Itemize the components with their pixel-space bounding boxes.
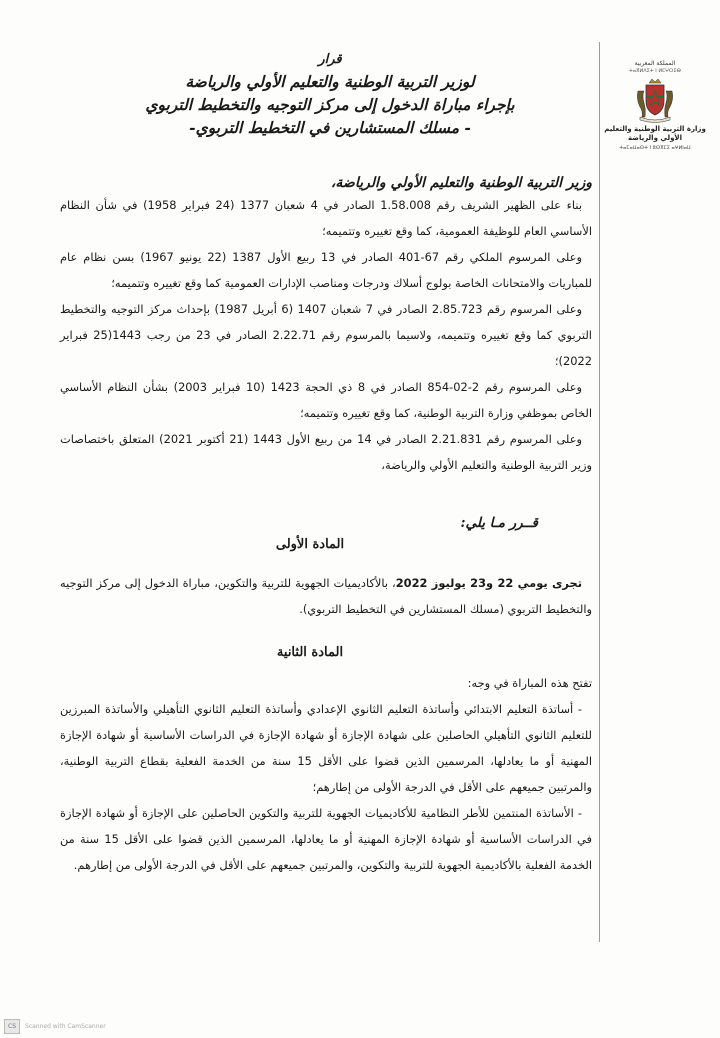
article-2-item: - الأساتذة المنتمين للأطر النظامية للأكاديميات الجهوية للتربية والتكوين الحاصلين على الإجازة أو شهادة الإجازة في الدراسات الأساسية أو شهادة الإجازة المهنية أو ما يعادلها، المرسمين الذين قضوا على الأقل 15 سنة من الخدمة الفعلية بالأكاديمية الجهوية للتربية والتكوين، والمرتبين جميعهم على الأقل في الدرجة الأولى من إطارهم. bbox=[60, 806, 592, 872]
ministry-logo bbox=[602, 60, 708, 152]
article-2-item: - أساتذة التعليم الابتدائي وأساتذة التعليم الثانوي الإعدادي وأساتذة التعليم الثانوي التأهيلي والأساتذة المبرزين للتعليم الثانوي التأهيلي الحاصلين على شهادة الإجازة أو شهادة الإجازة في الدراسات الأساسية أو شهادة الإجازة المهنية أو ما يعادلها، المرسمين الذين قضوا على الأقل 15 سنة من الخدمة الفعلية بقطاع التربية الوطنية، والمرتبين جميعهم على الأقل في الدرجة الأولى من إطارهم؛ bbox=[60, 702, 592, 794]
preamble-paragraph: وعلى المرسوم الملكي رقم 67-401 الصادر في 13 ربيع الأول 1387 (22 يونيو 1967) بسن نظام عام للمباريات والامتحانات الخاصة بولوج أسلاك ودرجات ومناصب الإدارات العمومية كما وقع تغييره وتتميمه؛ bbox=[60, 250, 592, 290]
preamble-paragraph: وعلى المرسوم رقم 2-02-854 الصادر في 8 ذي الحجة 1423 (10 فبراير 2003) بشأن النظام الأساسي الخاص بموظفي وزارة التربية الوطنية، كما وقع تغييره وتتميمه؛ bbox=[60, 380, 592, 420]
header-line-3: - مسلك المستشارين في التخطيط التربوي- bbox=[189, 118, 471, 137]
preamble-paragraph: وعلى المرسوم رقم 2.21.831 الصادر في 14 من ربيع الأول 1443 (21 أكتوبر 2021) المتعلق باختصاصات وزير التربية الوطنية والتعليم الأولي والرياضة، bbox=[60, 432, 592, 472]
article-1-dates: تجرى يومي 22 و23 يوليوز 2022 bbox=[395, 576, 583, 590]
article-2-body bbox=[60, 670, 592, 878]
header-line-1: لوزير التربية الوطنية والتعليم الأولي والرياضة bbox=[185, 72, 475, 91]
header-line-2: بإجراء مباراة الدخول إلى مركز التوجيه والتخطيط التربوي bbox=[145, 95, 515, 114]
article-1-title: المادة الأولى bbox=[275, 537, 345, 552]
article-1-body bbox=[60, 570, 592, 622]
moroccan-emblem-icon bbox=[632, 77, 678, 123]
logo-ministry-name: وزارة التربية الوطنية والتعليم الأولي والرياضة bbox=[604, 125, 706, 142]
logo-kingdom-text: المملكة المغربية bbox=[634, 60, 676, 67]
margin-rule bbox=[599, 42, 600, 942]
article-1-text: ، بالأكاديميات الجهوية للتربية والتكوين، مباراة الدخول إلى مركز التوجيه والتخطيط التربوي (مسلك المستشارين في التخطيط التربوي). bbox=[60, 576, 592, 616]
decision-title: قرار bbox=[318, 52, 342, 67]
scanner-watermark bbox=[4, 1019, 106, 1033]
preamble bbox=[60, 192, 592, 478]
camscanner-text: Scanned with CamScanner bbox=[25, 1022, 106, 1030]
preamble-paragraph: بناء على الظهير الشريف رقم 1.58.008 الصادر في 4 شعبان 1377 (24 فبراير 1958) في شأن النظام الأساسي العام للوظيفة العمومية، كما وقع تغييره وتتميمه؛ bbox=[60, 198, 592, 238]
decides-heading: قــرر مـا يلي: bbox=[460, 515, 538, 531]
logo-tifinagh-top: ⵜⴰⴳⵍⴷⵉⵜ ⵏ ⵍⵎⵖⵔⵉⴱ bbox=[629, 68, 681, 74]
article-1-paragraph bbox=[60, 570, 592, 622]
logo-tifinagh-bottom: ⵜⴰⵎⴰⵡⴰⵙⵜ ⵏ ⵓⵙⴳⵎⵉ ⴰⵖⵍⵏⴰⵡ bbox=[619, 145, 691, 151]
document-header bbox=[80, 50, 580, 139]
article-2-intro: تفتح هذه المباراة في وجه: bbox=[467, 676, 592, 690]
minister-line: وزير التربية الوطنية والتعليم الأولي والرياضة، bbox=[330, 175, 592, 191]
preamble-paragraph: وعلى المرسوم رقم 2.85.723 الصادر في 7 شعبان 1407 (6 أبريل 1987) بإحداث مركز التوجيه والتخطيط التربوي كما وقع تغييره وتتميمه، ولاسيما بالمرسوم رقم 2.22.71 الصادر في 23 من رجب 1443(25 فبراير 2022)؛ bbox=[60, 302, 592, 368]
camscanner-badge: CS bbox=[4, 1019, 20, 1034]
article-2-title: المادة الثانية bbox=[276, 645, 344, 660]
